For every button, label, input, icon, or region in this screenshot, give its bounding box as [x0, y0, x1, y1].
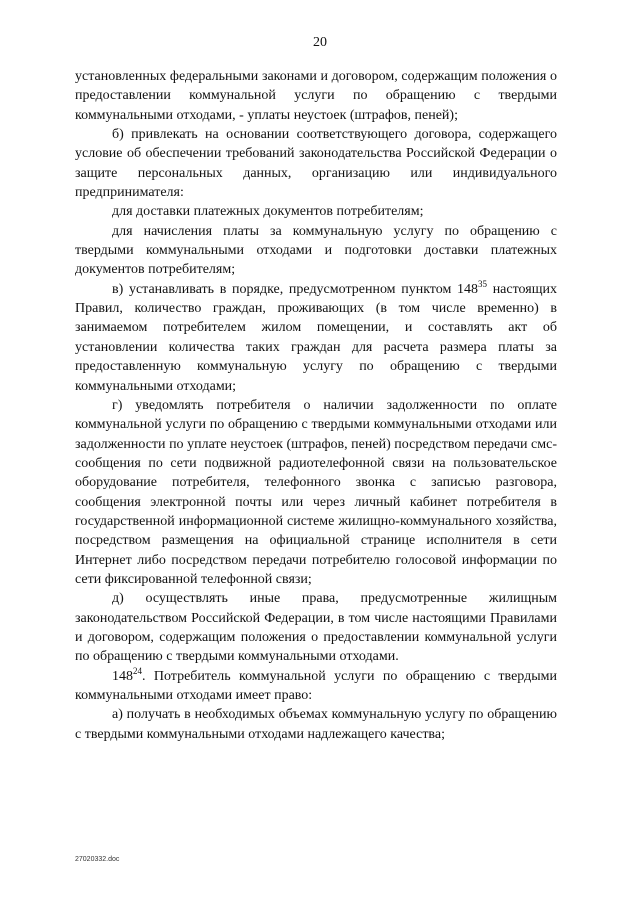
item-v-superscript: 35 — [478, 278, 488, 289]
paragraph-item-g: г) уведомлять потребителя о наличии задолженности по оплате коммунальной услуги по обращению с твердыми коммунальными отходами или задолженности по уплате неустоек (штрафов, пеней) посредством передачи смс-сообщения по сети подвижной радиотелефонной связи на пользовательское оборудование потребителя, телефонного звонка с записью разговора, сообщения электронной почты или через личный кабинет потребителя в государственной информационной системе жилищно-коммунального хозяйства, посредством размещения на официальной странице исполнителя в сети Интернет либо посредством передачи потребителю голосовой информации по сети фиксированной телефонной связи; — [75, 397, 557, 587]
document-file-code: 27020332.doc — [75, 856, 120, 863]
paragraph-billing: для начисления платы за коммунальную услугу по обращению с твердыми коммунальными отходами и подготовки доставки платежных документов потребителям; — [75, 223, 557, 278]
paragraph-item-a: а) получать в необходимых объемах коммунальную услугу по обращению с твердыми коммунальными отходами надлежащего качества; — [75, 707, 557, 742]
paragraph-section-148-24 — [75, 667, 557, 706]
section-superscript: 24 — [133, 665, 142, 676]
item-v-text-before: в) устанавливать в порядке, предусмотренном пунктом 148 — [112, 281, 479, 297]
paragraph-item-d: д) осуществлять иные права, предусмотренные жилищным законодательством Российской Федерации, в том числе настоящими Правилами и договором, содержащим положения о предоставлении коммунальной услуги по обращению с твердыми коммунальными отходами. — [75, 591, 557, 665]
paragraph-delivery: для доставки платежных документов потребителям; — [112, 204, 424, 220]
paragraph-item-v — [75, 280, 557, 396]
paragraph-continuation: установленных федеральными законами и договором, содержащим положения о предоставлении коммунальной услуги по обращению с твердыми коммунальными отходами, - уплаты неустоек (штрафов, пеней); — [75, 69, 557, 123]
page-number: 20 — [313, 35, 327, 50]
item-v-text-after: настоящих Правил, количество граждан, проживающих (в том числе временно) в занимаемом потребителем жилом помещении, и составлять акт об установлении количества таких граждан для расчета размера платы за предоставленную коммунальную услугу по обращению с твердыми коммунальными отходами; — [75, 281, 557, 394]
paragraph-item-b: б) привлекать на основании соответствующего договора, содержащего условие об обеспечении требований законодательства Российской Федерации о защите персональных данных, организацию или индивидуального предпринимателя: — [75, 127, 557, 201]
document-body — [75, 67, 557, 744]
section-text: . Потребитель коммунальной услуги по обращению с твердыми коммунальными отходами имеет право: — [75, 668, 557, 703]
section-number: 148 — [112, 668, 133, 684]
